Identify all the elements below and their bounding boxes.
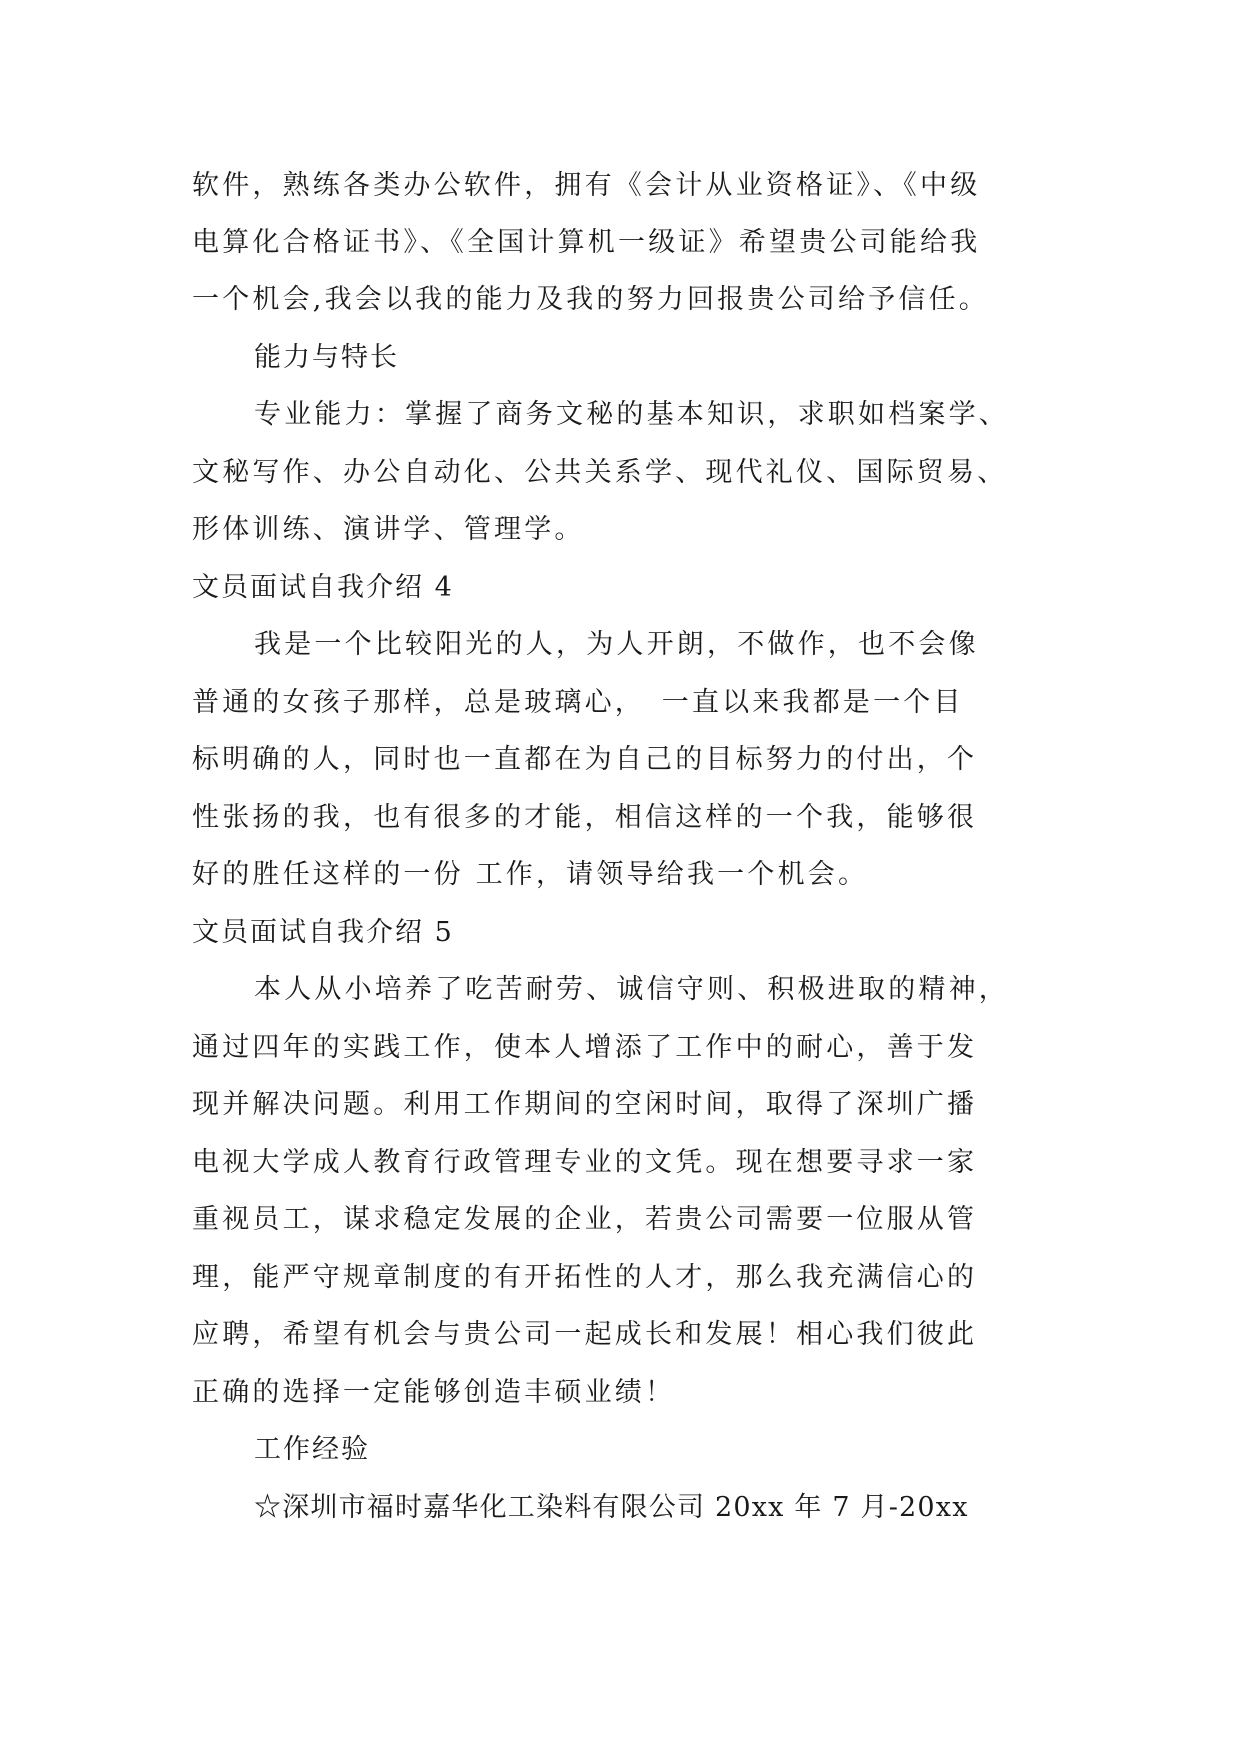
section-heading-abilities: 能力与特长 [254, 342, 399, 373]
body-text-line: 现并解决问题。利用工作期间的空闲时间，取得了深圳广播 [192, 1089, 978, 1120]
body-text-line: 一个机会,我会以我的能力及我的努力回报贵公司给予信任。 [192, 284, 989, 315]
body-text-line: 形体训练、演讲学、管理学。 [192, 514, 585, 545]
body-text-line: 应聘，希望有机会与贵公司一起成长和发展！相心我们彼此 [192, 1319, 978, 1350]
work-experience-entry: ☆深圳市福时嘉华化工染料有限公司 20xx 年 7 月-20xx [254, 1492, 969, 1523]
body-text-line: 标明确的人，同时也一直都在为自己的目标努力的付出，个 [192, 744, 978, 775]
body-text-line: 普通的女孩子那样，总是玻璃心， 一直以来我都是一个目 [192, 687, 964, 718]
section-title-intro-4: 文员面试自我介绍 4 [192, 572, 454, 603]
body-text-line: 软件，熟练各类办公软件，拥有《会计从业资格证》、《中级 [192, 170, 981, 201]
body-text-line: 好的胜任这样的一份 工作，请领导给我一个机会。 [192, 859, 869, 890]
body-text-line: 专业能力：掌握了商务文秘的基本知识，求职如档案学、 [254, 399, 1009, 430]
body-text-line: 电算化合格证书》、《全国计算机一级证》希望贵公司能给我 [192, 227, 981, 258]
body-text-line: 重视员工，谋求稳定发展的企业，若贵公司需要一位服从管 [192, 1204, 978, 1235]
section-heading-work-experience: 工作经验 [254, 1434, 370, 1465]
body-text-line: 文秘写作、办公自动化、公共关系学、现代礼仪、国际贸易、 [192, 457, 1008, 488]
section-title-intro-5: 文员面试自我介绍 5 [192, 917, 454, 948]
body-text-line: 性张扬的我，也有很多的才能，相信这样的一个我，能够很 [192, 802, 978, 833]
body-text-line: 正确的选择一定能够创造丰硕业绩！ [192, 1377, 676, 1408]
body-text-line: 电视大学成人教育行政管理专业的文凭。现在想要寻求一家 [192, 1147, 978, 1178]
body-text-line: 理，能严守规章制度的有开拓性的人才，那么我充满信心的 [192, 1262, 978, 1293]
body-text-line: 通过四年的实践工作，使本人增添了工作中的耐心，善于发 [192, 1032, 978, 1063]
body-text-line: 我是一个比较阳光的人，为人开朗，不做作，也不会像 [254, 629, 979, 660]
body-text-line: 本人从小培养了吃苦耐劳、诚信守则、积极进取的精神， [254, 974, 1009, 1005]
